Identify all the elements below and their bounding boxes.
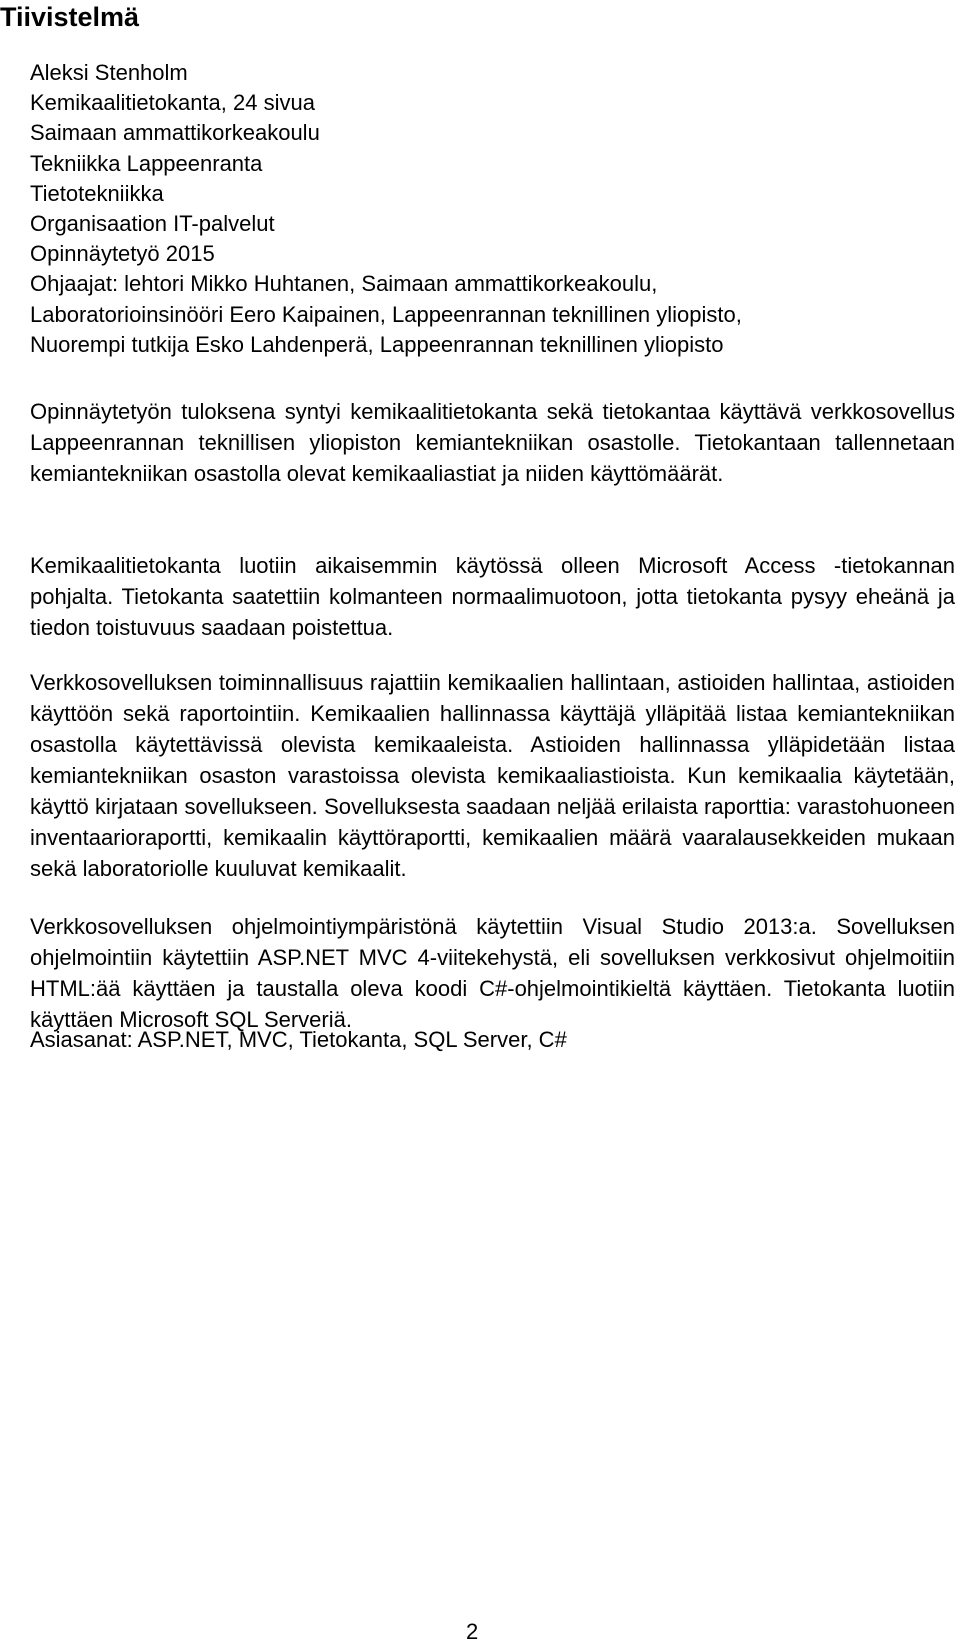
author-name: Aleksi Stenholm	[30, 60, 188, 85]
page-title: Tiivistelmä	[0, 2, 140, 32]
thesis-year: Opinnäytetyö 2015	[30, 241, 215, 267]
keywords: Asiasanat: ASP.NET, MVC, Tietokanta, SQL Server, C#	[30, 1027, 567, 1052]
supervisors-line-3: Nuorempi tutkija Esko Lahdenperä, Lappeenrannan teknillinen yliopisto	[30, 331, 724, 357]
supervisors-line-2: Laboratorioinsinööri Eero Kaipainen, Lappeenrannan teknillinen yliopisto,	[30, 301, 742, 327]
degree-program: Tietotekniikka	[30, 180, 164, 206]
page-number: 2	[466, 1619, 479, 1644]
abstract-paragraph-2: Kemikaalitietokanta luotiin aikaisemmin käytössä olleen Microsoft Access -tietokannan pohjalta. Tietokanta saatettiin kolmanteen normaalimuotoon, jotta tietokanta pysyy eheänä ja tiedon toistuvuus saadaan poistettua.	[30, 553, 955, 640]
specialization: Organisaation IT-palvelut	[30, 211, 275, 237]
abstract-paragraph-4: Verkkosovelluksen ohjelmointiympäristönä käytettiin Visual Studio 2013:a. Sovelluksen ohjelmointiin käytettiin ASP.NET MVC 4-viitekehystä, eli sovelluksen verkkosivut ohjelmoitiin HTML:ää käyttäen ja taustalla oleva koodi C#-ohjelmointikieltä käyttäen. Tietokanta luotiin käyttäen Microsoft SQL Serveriä.	[30, 914, 955, 1032]
author-info-block	[30, 58, 930, 360]
university-name: Saimaan ammattikorkeakoulu	[30, 120, 320, 146]
thesis-title-pages: Kemikaalitietokanta, 24 sivua	[30, 90, 315, 116]
abstract-paragraph-1: Opinnäytetyön tuloksena syntyi kemikaalitietokanta sekä tietokantaa käyttävä verkkosovellus Lappeenrannan teknillisen yliopiston kemiantekniikan osastolle. Tietokantaan tallennetaan kemiantekniikan osastolla olevat kemikaaliastiat ja niiden käyttömäärät.	[30, 399, 955, 486]
supervisors-line-1: Ohjaajat: lehtori Mikko Huhtanen, Saimaan ammattikorkeakoulu,	[30, 271, 658, 297]
campus-name: Tekniikka Lappeenranta	[30, 150, 263, 176]
abstract-paragraph-3: Verkkosovelluksen toiminnallisuus rajattiin kemikaalien hallintaan, astioiden hallintaa, astioiden käyttöön sekä raportointiin. Kemikaalien hallinnassa käyttäjä ylläpitää listaa kemiantekniikan osastolla käytettävissä olevista kemikaaleista. Astioiden hallinnassa ylläpidetään listaa kemiantekniikan osaston varastoissa olevista kemikaaliastioista. Kun kemikaalia käytetään, käyttö kirjataan sovellukseen. Sovelluksesta saadaan neljää erilaista raporttia: varastohuoneen inventaarioraportti, kemikaalin käyttöraportti, kemikaalien määrä vaaralausekkeiden mukaan sekä laboratoriolle kuuluvat kemikaalit.	[30, 670, 955, 881]
